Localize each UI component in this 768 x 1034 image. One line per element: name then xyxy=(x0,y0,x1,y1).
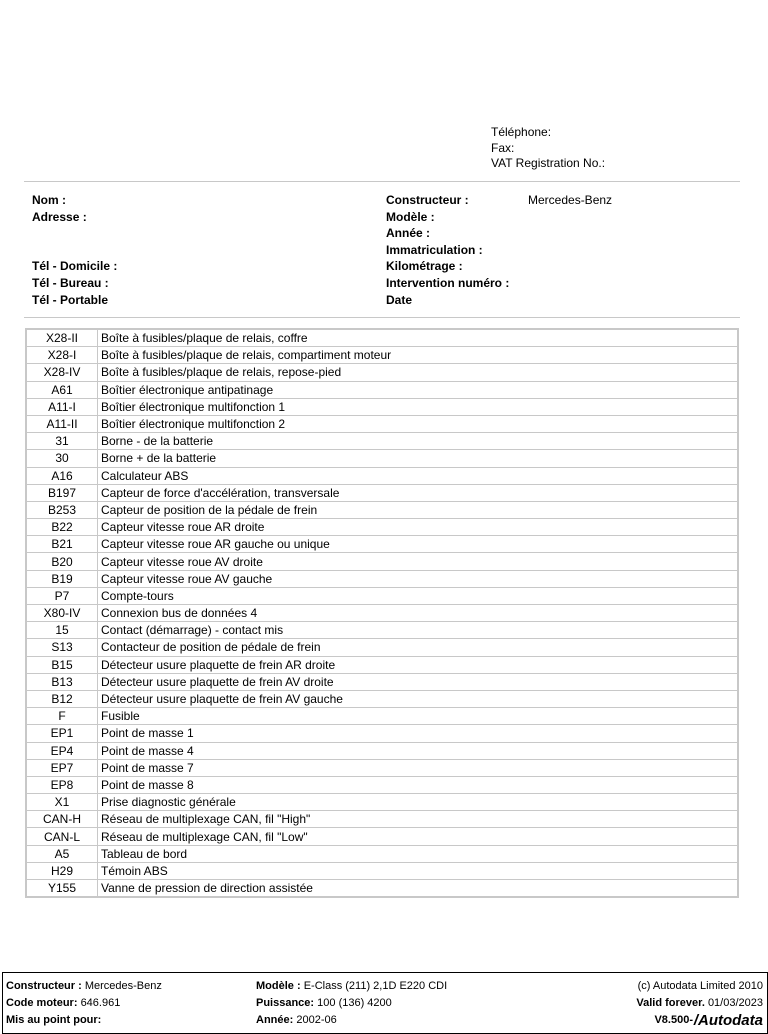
table-row xyxy=(26,501,738,518)
table-row xyxy=(26,587,738,604)
part-description: Boîte à fusibles/plaque de relais, coffre xyxy=(98,329,739,347)
part-code: S13 xyxy=(26,639,98,656)
part-description: Capteur vitesse roue AV gauche xyxy=(98,570,739,587)
part-description: Détecteur usure plaquette de frein AR droite xyxy=(98,656,739,673)
part-code: EP1 xyxy=(26,725,98,742)
table-row xyxy=(26,725,738,742)
footer-modele-value: E-Class (211) 2,1D E220 CDI xyxy=(303,980,448,992)
footer-annee-label: Année: xyxy=(256,1013,294,1026)
table-row xyxy=(26,433,738,450)
part-code: 31 xyxy=(26,433,98,450)
part-description: Point de masse 7 xyxy=(98,759,739,776)
part-description: Compte-tours xyxy=(98,587,739,604)
part-code: B253 xyxy=(26,501,98,518)
footer-col-left xyxy=(6,978,162,1028)
part-description: Boîte à fusibles/plaque de relais, compartiment moteur xyxy=(98,347,739,364)
part-code: X1 xyxy=(26,794,98,811)
part-code: A5 xyxy=(26,845,98,862)
footer-constructeur-label: Constructeur : xyxy=(6,980,82,992)
part-code: EP4 xyxy=(26,742,98,759)
footer-mis-au-point-label: Mis au point pour: xyxy=(6,1013,102,1026)
table-row xyxy=(26,484,738,501)
table-row xyxy=(26,742,738,759)
part-code: X80-IV xyxy=(26,605,98,622)
part-description: Vanne de pression de direction assistée xyxy=(98,880,739,898)
part-description: Point de masse 8 xyxy=(98,776,739,793)
part-description: Point de masse 1 xyxy=(98,725,739,742)
constructeur-value: Mercedes-Benz xyxy=(528,193,613,207)
part-description: Boîtier électronique antipatinage xyxy=(98,381,739,398)
divider-bottom xyxy=(24,317,740,318)
divider-top xyxy=(24,181,740,182)
part-code: CAN-H xyxy=(26,811,98,828)
part-description: Boîtier électronique multifonction 2 xyxy=(98,415,739,432)
footer-code-moteur-label: Code moteur: xyxy=(6,996,78,1009)
part-code: B12 xyxy=(26,690,98,707)
table-row xyxy=(26,811,738,828)
part-code: CAN-L xyxy=(26,828,98,845)
table-row xyxy=(26,673,738,690)
part-description: Contact (démarrage) - contact mis xyxy=(98,622,739,639)
part-code: A11-I xyxy=(26,398,98,415)
parts-table xyxy=(25,328,739,898)
table-row xyxy=(26,759,738,776)
part-description: Connexion bus de données 4 xyxy=(98,605,739,622)
part-code: X28-II xyxy=(26,329,98,347)
table-row xyxy=(26,347,738,364)
part-code: F xyxy=(26,708,98,725)
nom-label: Nom : xyxy=(32,193,66,207)
tel-bureau-label: Tél - Bureau : xyxy=(32,275,109,290)
part-code: B197 xyxy=(26,484,98,501)
table-row xyxy=(26,880,738,898)
vehicle-values xyxy=(528,192,612,209)
table-row xyxy=(26,519,738,536)
footer-valid-label: Valid forever. xyxy=(636,996,705,1009)
footer-puissance-value: 100 (136) 4200 xyxy=(317,996,392,1009)
part-code: X28-IV xyxy=(26,364,98,381)
table-row xyxy=(26,656,738,673)
table-row xyxy=(26,450,738,467)
adresse-label: Adresse : xyxy=(32,209,87,224)
table-row xyxy=(26,828,738,845)
table-row xyxy=(26,622,738,639)
contact-block xyxy=(491,125,605,172)
part-code: X28-I xyxy=(26,347,98,364)
part-description: Détecteur usure plaquette de frein AV gauche xyxy=(98,690,739,707)
part-code: Y155 xyxy=(26,880,98,898)
table-row xyxy=(26,553,738,570)
table-row xyxy=(26,639,738,656)
footer-copyright: (c) Autodata Limited 2010 xyxy=(637,980,763,992)
footer-code-moteur-value: 646.961 xyxy=(80,996,121,1009)
part-code: 30 xyxy=(26,450,98,467)
footer-col-middle xyxy=(256,978,447,1028)
immatriculation-label: Immatriculation : xyxy=(386,242,483,257)
part-description: Fusible xyxy=(98,708,739,725)
table-row xyxy=(26,862,738,879)
part-description: Prise diagnostic générale xyxy=(98,794,739,811)
part-code: A16 xyxy=(26,467,98,484)
table-row xyxy=(26,690,738,707)
part-description: Boîte à fusibles/plaque de relais, repose-pied xyxy=(98,364,739,381)
part-code: H29 xyxy=(26,862,98,879)
part-description: Capteur de position de la pédale de frein xyxy=(98,501,739,518)
part-description: Capteur vitesse roue AV droite xyxy=(98,553,739,570)
part-description: Capteur vitesse roue AR gauche ou unique xyxy=(98,536,739,553)
autodata-logo: /Autodata xyxy=(693,1012,763,1029)
part-description: Témoin ABS xyxy=(98,862,739,879)
table-row xyxy=(26,381,738,398)
part-description: Tableau de bord xyxy=(98,845,739,862)
table-row xyxy=(26,845,738,862)
footer xyxy=(2,972,768,1034)
part-code: B13 xyxy=(26,673,98,690)
table-row xyxy=(26,794,738,811)
part-description: Borne + de la batterie xyxy=(98,450,739,467)
vehicle-labels xyxy=(386,192,509,308)
part-description: Calculateur ABS xyxy=(98,467,739,484)
tel-domicile-label: Tél - Domicile : xyxy=(32,259,118,274)
part-description: Point de masse 4 xyxy=(98,742,739,759)
part-code: B22 xyxy=(26,519,98,536)
part-code: A61 xyxy=(26,381,98,398)
table-row xyxy=(26,398,738,415)
phone-label: Téléphone: xyxy=(491,125,552,139)
part-code: B20 xyxy=(26,553,98,570)
part-code: B21 xyxy=(26,536,98,553)
constructeur-label: Constructeur : xyxy=(386,193,469,207)
footer-valid-date: 01/03/2023 xyxy=(707,996,763,1009)
part-description: Réseau de multiplexage CAN, fil "Low" xyxy=(98,828,739,845)
part-description: Détecteur usure plaquette de frein AV droite xyxy=(98,673,739,690)
part-code: EP7 xyxy=(26,759,98,776)
table-row xyxy=(26,536,738,553)
date-label: Date xyxy=(386,292,413,307)
part-code: B15 xyxy=(26,656,98,673)
kilometrage-label: Kilométrage : xyxy=(386,259,463,274)
part-description: Capteur de force d'accélération, transversale xyxy=(98,484,739,501)
footer-constructeur-value: Mercedes-Benz xyxy=(84,980,162,992)
table-row xyxy=(26,605,738,622)
table-row xyxy=(26,329,738,347)
modele-label: Modèle : xyxy=(386,209,435,224)
part-code: EP8 xyxy=(26,776,98,793)
table-row xyxy=(26,467,738,484)
customer-block xyxy=(32,192,117,308)
footer-modele-label: Modèle : xyxy=(256,980,301,992)
table-row xyxy=(26,776,738,793)
vat-label: VAT Registration No.: xyxy=(491,156,606,170)
intervention-label: Intervention numéro : xyxy=(386,275,510,290)
table-row xyxy=(26,570,738,587)
part-code: A11-II xyxy=(26,415,98,432)
part-description: Réseau de multiplexage CAN, fil "High" xyxy=(98,811,739,828)
part-description: Contacteur de position de pédale de frein xyxy=(98,639,739,656)
table-row xyxy=(26,415,738,432)
table-row xyxy=(26,364,738,381)
footer-annee-value: 2002-06 xyxy=(296,1013,337,1026)
part-code: B19 xyxy=(26,570,98,587)
annee-label: Année : xyxy=(386,226,431,241)
part-description: Boîtier électronique multifonction 1 xyxy=(98,398,739,415)
part-description: Borne - de la batterie xyxy=(98,433,739,450)
part-description: Capteur vitesse roue AR droite xyxy=(98,519,739,536)
part-code: P7 xyxy=(26,587,98,604)
parts-table-body xyxy=(26,329,738,897)
footer-puissance-label: Puissance: xyxy=(256,996,315,1009)
table-row xyxy=(26,708,738,725)
part-code: 15 xyxy=(26,622,98,639)
footer-version: V8.500- xyxy=(654,1013,693,1026)
fax-label: Fax: xyxy=(491,140,515,155)
tel-portable-label: Tél - Portable xyxy=(32,292,109,307)
